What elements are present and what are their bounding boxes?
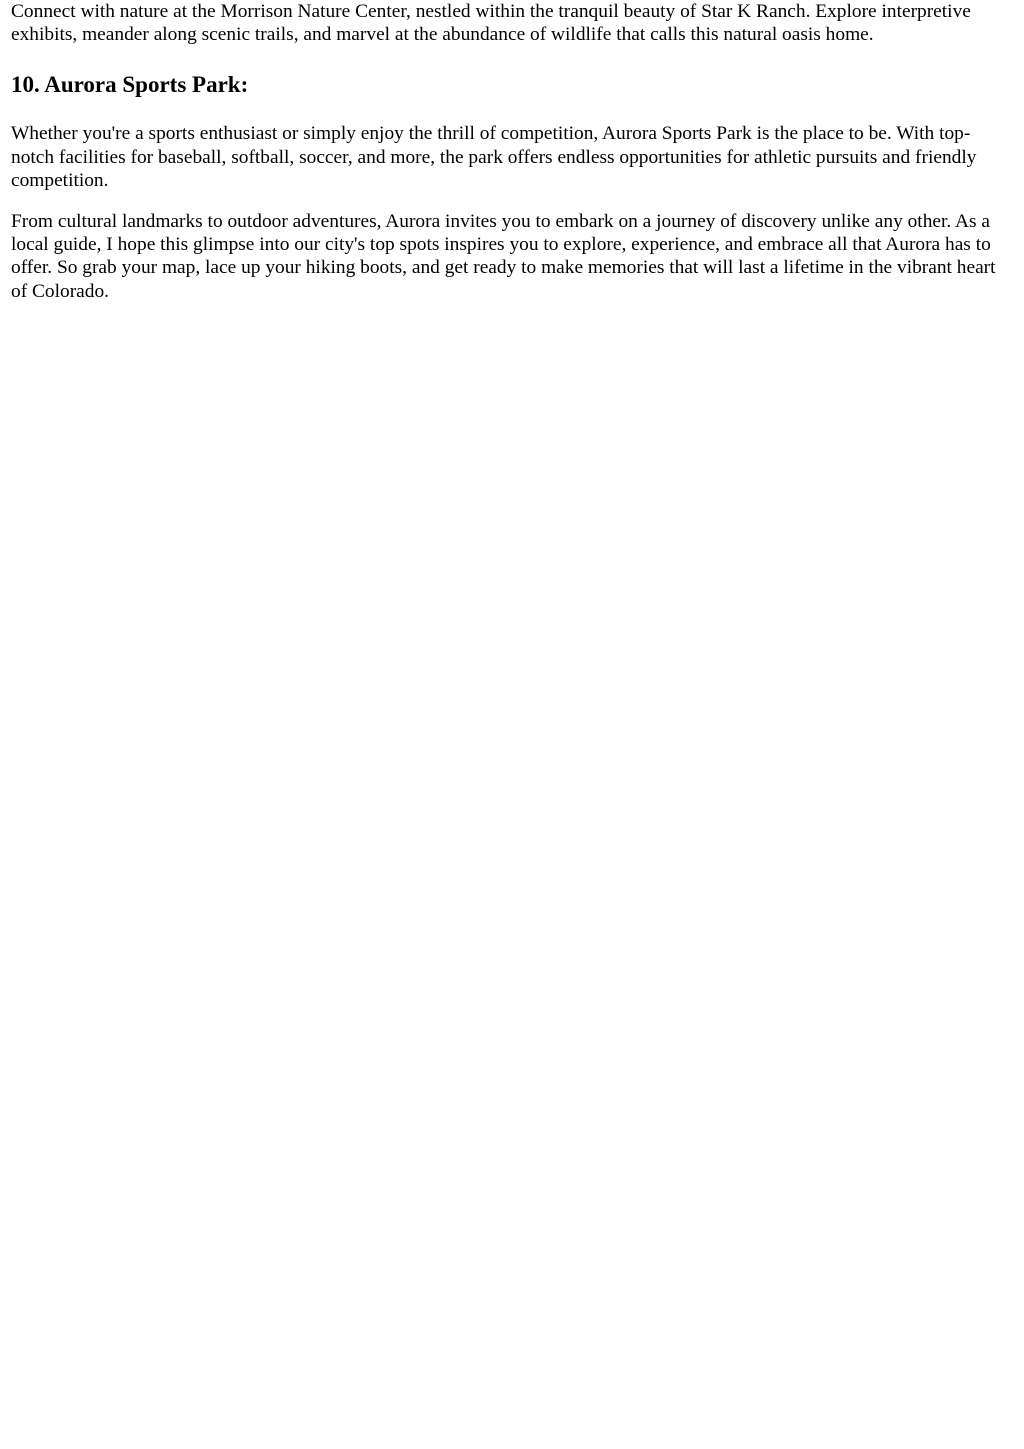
aurora-sports-park-paragraph: Whether you're a sports enthusiast or simply enjoy the thrill of competition, Aurora Sports Park is the place to be. With top-notch facilities for baseball, softball, soccer, and more, the park offers endless opportunities for athletic pursuits and friendly competition.	[11, 123, 977, 191]
section-heading-aurora-sports-park: 10. Aurora Sports Park:	[11, 72, 249, 98]
morrison-nature-center-paragraph: Connect with nature at the Morrison Nature Center, nestled within the tranquil beauty of Star K Ranch. Explore interpretive exhibits, meander along scenic trails, and marvel at the abundance of wildlife that calls this natural oasis home.	[11, 1, 971, 46]
closing-paragraph: From cultural landmarks to outdoor adventures, Aurora invites you to embark on a journey of discovery unlike any other. As a local guide, I hope this glimpse into our city's top spots inspires you to explore, experience, and embrace all that Aurora has to offer. So grab your map, lace up your hiking boots, and get ready to make memories that will last a lifetime in the vibrant heart of Colorado.	[11, 211, 996, 302]
article-page	[0, 0, 1024, 303]
